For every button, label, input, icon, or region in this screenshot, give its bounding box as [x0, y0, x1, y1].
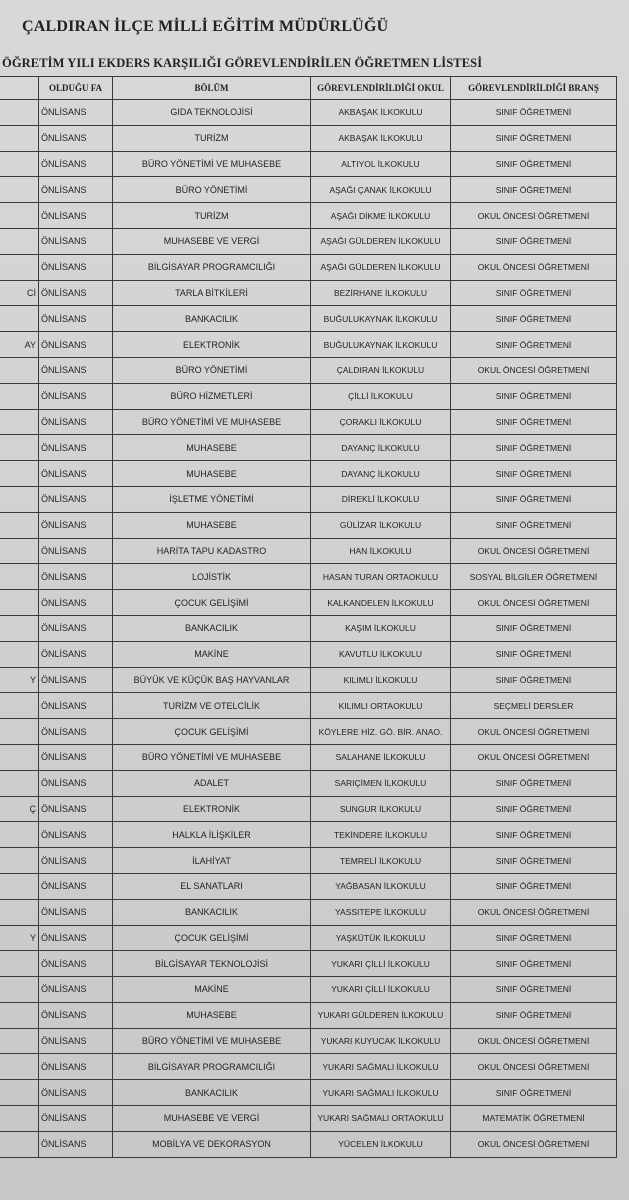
table-row [0, 951, 617, 977]
department-cell: MUHASEBE [113, 1002, 311, 1028]
cut-cell [0, 100, 39, 126]
table-row [0, 873, 617, 899]
table-row [0, 1054, 617, 1080]
cut-cell [0, 203, 39, 229]
department-cell: BÜRO YÖNETİMİ VE MUHASEBE [113, 151, 311, 177]
cut-cell [0, 693, 39, 719]
degree-cell: ÖNLİSANS [39, 228, 113, 254]
branch-cell: SINIF ÖĞRETMENİ [451, 770, 617, 796]
branch-cell: OKUL ÖNCESİ ÖĞRETMENİ [451, 1028, 617, 1054]
degree-cell: ÖNLİSANS [39, 332, 113, 358]
department-cell: İŞLETME YÖNETİMİ [113, 486, 311, 512]
degree-cell: ÖNLİSANS [39, 280, 113, 306]
cut-cell [0, 1106, 39, 1132]
cut-cell: Ç [0, 796, 39, 822]
cut-cell [0, 1080, 39, 1106]
department-cell: BİLGİSAYAR PROGRAMCILIĞI [113, 1054, 311, 1080]
table-row [0, 228, 617, 254]
table-row [0, 332, 617, 358]
degree-cell: ÖNLİSANS [39, 615, 113, 641]
department-cell: LOJİSTİK [113, 564, 311, 590]
degree-cell: ÖNLİSANS [39, 125, 113, 151]
branch-cell: OKUL ÖNCESİ ÖĞRETMENİ [451, 744, 617, 770]
branch-cell: SINIF ÖĞRETMENİ [451, 1002, 617, 1028]
table-row [0, 977, 617, 1003]
table-row [0, 357, 617, 383]
branch-cell: SOSYAL BİLGİLER ÖĞRETMENİ [451, 564, 617, 590]
degree-cell: ÖNLİSANS [39, 357, 113, 383]
branch-cell: SINIF ÖĞRETMENİ [451, 486, 617, 512]
degree-cell: ÖNLİSANS [39, 693, 113, 719]
school-cell: YAĞBASAN İLKOKULU [311, 873, 451, 899]
table-row [0, 1131, 617, 1157]
table-row [0, 667, 617, 693]
department-cell: BÜRO YÖNETİMİ [113, 177, 311, 203]
header-cut-column [0, 77, 39, 100]
department-cell: İLAHİYAT [113, 848, 311, 874]
degree-cell: ÖNLİSANS [39, 1002, 113, 1028]
cut-cell [0, 151, 39, 177]
degree-cell: ÖNLİSANS [39, 1106, 113, 1132]
cut-cell: AY [0, 332, 39, 358]
school-cell: YUKARI SAĞMALI İLKOKULU [311, 1080, 451, 1106]
branch-cell: SINIF ÖĞRETMENİ [451, 100, 617, 126]
school-cell: KILIMLI İLKOKULU [311, 667, 451, 693]
table-row [0, 1080, 617, 1106]
degree-cell: ÖNLİSANS [39, 822, 113, 848]
department-cell: ADALET [113, 770, 311, 796]
table-row [0, 848, 617, 874]
branch-cell: SINIF ÖĞRETMENİ [451, 306, 617, 332]
cut-cell [0, 409, 39, 435]
cut-cell [0, 615, 39, 641]
table-row [0, 564, 617, 590]
school-cell: DİREKLİ İLKOKULU [311, 486, 451, 512]
branch-cell: OKUL ÖNCESİ ÖĞRETMENİ [451, 203, 617, 229]
table-row [0, 383, 617, 409]
degree-cell: ÖNLİSANS [39, 641, 113, 667]
cut-cell [0, 254, 39, 280]
cut-cell [0, 228, 39, 254]
department-cell: MAKİNE [113, 977, 311, 1003]
cut-cell [0, 383, 39, 409]
branch-cell: SINIF ÖĞRETMENİ [451, 667, 617, 693]
branch-cell: SINIF ÖĞRETMENİ [451, 151, 617, 177]
school-cell: AŞAĞI GÜLDEREN İLKOKULU [311, 228, 451, 254]
table-row [0, 100, 617, 126]
header-department: BÖLÜM [113, 77, 311, 100]
department-cell: MUHASEBE [113, 512, 311, 538]
degree-cell: ÖNLİSANS [39, 151, 113, 177]
school-cell: DAYANÇ İLKOKULU [311, 461, 451, 487]
cut-cell: Y [0, 925, 39, 951]
cut-cell [0, 873, 39, 899]
degree-cell: ÖNLİSANS [39, 925, 113, 951]
degree-cell: ÖNLİSANS [39, 435, 113, 461]
document-subtitle: ÖĞRETİM YILI EKDERS KARŞILIĞI GÖREVLENDİRİLEN ÖĞRETMEN LİSTESİ [2, 56, 483, 70]
degree-cell: ÖNLİSANS [39, 564, 113, 590]
department-cell: EL SANATLARI [113, 873, 311, 899]
school-cell: KALKANDELEN İLKOKULU [311, 590, 451, 616]
cut-cell [0, 641, 39, 667]
table-row [0, 744, 617, 770]
table-row [0, 538, 617, 564]
school-cell: YUKARI ÇİLLİ İLKOKULU [311, 951, 451, 977]
table-row [0, 254, 617, 280]
table-row [0, 203, 617, 229]
table-row [0, 925, 617, 951]
degree-cell: ÖNLİSANS [39, 100, 113, 126]
branch-cell: SINIF ÖĞRETMENİ [451, 848, 617, 874]
cut-cell [0, 1131, 39, 1157]
department-cell: HALKLA İLİŞKİLER [113, 822, 311, 848]
table-header-row [0, 77, 617, 100]
degree-cell: ÖNLİSANS [39, 899, 113, 925]
department-cell: BANKACILIK [113, 306, 311, 332]
document-title: ÇALDIRAN İLÇE MİLLİ EĞİTİM MÜDÜRLÜĞÜ [22, 18, 389, 35]
branch-cell: MATEMATİK ÖĞRETMENİ [451, 1106, 617, 1132]
school-cell: YÜCELEN İLKOKULU [311, 1131, 451, 1157]
branch-cell: SINIF ÖĞRETMENİ [451, 435, 617, 461]
branch-cell: SINIF ÖĞRETMENİ [451, 822, 617, 848]
table-row [0, 719, 617, 745]
branch-cell: SINIF ÖĞRETMENİ [451, 951, 617, 977]
branch-cell: OKUL ÖNCESİ ÖĞRETMENİ [451, 590, 617, 616]
table-row [0, 280, 617, 306]
school-cell: ÇORAKLI İLKOKULU [311, 409, 451, 435]
table-row [0, 796, 617, 822]
degree-cell: ÖNLİSANS [39, 590, 113, 616]
cut-cell [0, 1002, 39, 1028]
school-cell: TEKİNDERE İLKOKULU [311, 822, 451, 848]
table-row [0, 590, 617, 616]
degree-cell: ÖNLİSANS [39, 383, 113, 409]
department-cell: BİLGİSAYAR PROGRAMCILIĞI [113, 254, 311, 280]
degree-cell: ÖNLİSANS [39, 486, 113, 512]
school-cell: BEZİRHANE İLKOKULU [311, 280, 451, 306]
school-cell: YUKARI KUYUCAK İLKOKULU [311, 1028, 451, 1054]
branch-cell: SINIF ÖĞRETMENİ [451, 332, 617, 358]
cut-cell [0, 177, 39, 203]
degree-cell: ÖNLİSANS [39, 770, 113, 796]
degree-cell: ÖNLİSANS [39, 409, 113, 435]
table-row [0, 615, 617, 641]
degree-cell: ÖNLİSANS [39, 1054, 113, 1080]
branch-cell: OKUL ÖNCESİ ÖĞRETMENİ [451, 899, 617, 925]
cut-cell [0, 461, 39, 487]
department-cell: BÜRO YÖNETİMİ [113, 357, 311, 383]
branch-cell: OKUL ÖNCESİ ÖĞRETMENİ [451, 538, 617, 564]
degree-cell: ÖNLİSANS [39, 203, 113, 229]
school-cell: YUKARI ÇİLLİ İLKOKULU [311, 977, 451, 1003]
school-cell: ALTIYOL İLKOKULU [311, 151, 451, 177]
department-cell: BANKACILIK [113, 899, 311, 925]
department-cell: HARİTA TAPU KADASTRO [113, 538, 311, 564]
cut-cell [0, 538, 39, 564]
degree-cell: ÖNLİSANS [39, 254, 113, 280]
cut-cell [0, 1054, 39, 1080]
school-cell: HAN İLKOKULU [311, 538, 451, 564]
branch-cell: OKUL ÖNCESİ ÖĞRETMENİ [451, 1054, 617, 1080]
branch-cell: SEÇMELİ DERSLER [451, 693, 617, 719]
branch-cell: OKUL ÖNCESİ ÖĞRETMENİ [451, 357, 617, 383]
branch-cell: SINIF ÖĞRETMENİ [451, 925, 617, 951]
cut-cell [0, 822, 39, 848]
department-cell: MUHASEBE VE VERGİ [113, 228, 311, 254]
degree-cell: ÖNLİSANS [39, 977, 113, 1003]
cut-cell [0, 512, 39, 538]
table-row [0, 770, 617, 796]
school-cell: AŞAĞI ÇANAK İLKOKULU [311, 177, 451, 203]
degree-cell: ÖNLİSANS [39, 177, 113, 203]
degree-cell: ÖNLİSANS [39, 744, 113, 770]
table-row [0, 1002, 617, 1028]
department-cell: BÜYÜK VE KÜÇÜK BAŞ HAYVANLAR [113, 667, 311, 693]
table-row [0, 177, 617, 203]
branch-cell: OKUL ÖNCESİ ÖĞRETMENİ [451, 719, 617, 745]
cut-cell [0, 435, 39, 461]
branch-cell: SINIF ÖĞRETMENİ [451, 228, 617, 254]
branch-cell: SINIF ÖĞRETMENİ [451, 125, 617, 151]
degree-cell: ÖNLİSANS [39, 873, 113, 899]
department-cell: ÇOCUK GELİŞİMİ [113, 719, 311, 745]
department-cell: TURİZM [113, 125, 311, 151]
school-cell: BUĞULUKAYNAK İLKOKULU [311, 306, 451, 332]
school-cell: YASSITEPE İLKOKULU [311, 899, 451, 925]
cut-cell [0, 899, 39, 925]
school-cell: KAŞIM İLKOKULU [311, 615, 451, 641]
degree-cell: ÖNLİSANS [39, 512, 113, 538]
table-row [0, 1106, 617, 1132]
cut-cell: Cİ [0, 280, 39, 306]
department-cell: MUHASEBE [113, 461, 311, 487]
school-cell: YUKARI SAĞMALI İLKOKULU [311, 1054, 451, 1080]
department-cell: ÇOCUK GELİŞİMİ [113, 925, 311, 951]
table-row [0, 822, 617, 848]
degree-cell: ÖNLİSANS [39, 1028, 113, 1054]
school-cell: GÜLİZAR İLKOKULU [311, 512, 451, 538]
branch-cell: OKUL ÖNCESİ ÖĞRETMENİ [451, 1131, 617, 1157]
branch-cell: SINIF ÖĞRETMENİ [451, 873, 617, 899]
department-cell: TARLA BİTKİLERİ [113, 280, 311, 306]
department-cell: ELEKTRONİK [113, 796, 311, 822]
department-cell: ÇOCUK GELİŞİMİ [113, 590, 311, 616]
school-cell: TEMRELİ İLKOKULU [311, 848, 451, 874]
school-cell: DAYANÇ İLKOKULU [311, 435, 451, 461]
school-cell: YAŞKÜTÜK İLKOKULU [311, 925, 451, 951]
degree-cell: ÖNLİSANS [39, 1080, 113, 1106]
table-row [0, 151, 617, 177]
branch-cell: SINIF ÖĞRETMENİ [451, 641, 617, 667]
branch-cell: OKUL ÖNCESİ ÖĞRETMENİ [451, 254, 617, 280]
branch-cell: SINIF ÖĞRETMENİ [451, 512, 617, 538]
school-cell: AŞAĞI GÜLDEREN İLKOKULU [311, 254, 451, 280]
school-cell: KILIMLI ORTAOKULU [311, 693, 451, 719]
school-cell: KÖYLERE HİZ. GÖ. BİR. ANAO. [311, 719, 451, 745]
cut-cell [0, 125, 39, 151]
branch-cell: SINIF ÖĞRETMENİ [451, 796, 617, 822]
school-cell: SALAHANE İLKOKULU [311, 744, 451, 770]
branch-cell: SINIF ÖĞRETMENİ [451, 280, 617, 306]
table-row [0, 512, 617, 538]
degree-cell: ÖNLİSANS [39, 538, 113, 564]
department-cell: BANKACILIK [113, 615, 311, 641]
degree-cell: ÖNLİSANS [39, 667, 113, 693]
cut-cell [0, 719, 39, 745]
header-assigned-branch: GÖREVLENDİRİLDİĞİ BRANŞ [451, 77, 617, 100]
department-cell: BÜRO YÖNETİMİ VE MUHASEBE [113, 744, 311, 770]
table-row [0, 486, 617, 512]
department-cell: BÜRO YÖNETİMİ VE MUHASEBE [113, 1028, 311, 1054]
cut-cell: Y [0, 667, 39, 693]
table-row [0, 641, 617, 667]
teacher-assignment-table [0, 76, 617, 1158]
school-cell: AŞAĞI DİKME İLKOKULU [311, 203, 451, 229]
department-cell: MUHASEBE [113, 435, 311, 461]
table-row [0, 435, 617, 461]
cut-cell [0, 357, 39, 383]
cut-cell [0, 564, 39, 590]
department-cell: MAKİNE [113, 641, 311, 667]
school-cell: YUKARI SAĞMALI ORTAOKULU [311, 1106, 451, 1132]
department-cell: BANKACILIK [113, 1080, 311, 1106]
cut-cell [0, 590, 39, 616]
degree-cell: ÖNLİSANS [39, 719, 113, 745]
table-row [0, 1028, 617, 1054]
department-cell: TURİZM VE OTELCİLİK [113, 693, 311, 719]
branch-cell: SINIF ÖĞRETMENİ [451, 383, 617, 409]
header-assigned-school: GÖREVLENDİRİLDİĞİ OKUL [311, 77, 451, 100]
degree-cell: ÖNLİSANS [39, 796, 113, 822]
school-cell: HASAN TURAN ORTAOKULU [311, 564, 451, 590]
cut-cell [0, 1028, 39, 1054]
table-row [0, 409, 617, 435]
cut-cell [0, 951, 39, 977]
degree-cell: ÖNLİSANS [39, 306, 113, 332]
table-body [0, 100, 617, 1158]
table-row [0, 461, 617, 487]
cut-cell [0, 977, 39, 1003]
school-cell: AKBAŞAK İLKOKULU [311, 125, 451, 151]
header-degree: OLDUĞU FA [39, 77, 113, 100]
school-cell: SUNGUR İLKOKULU [311, 796, 451, 822]
degree-cell: ÖNLİSANS [39, 1131, 113, 1157]
degree-cell: ÖNLİSANS [39, 461, 113, 487]
school-cell: KAVUTLU İLKOKULU [311, 641, 451, 667]
school-cell: AKBAŞAK İLKOKULU [311, 100, 451, 126]
department-cell: MOBİLYA VE DEKORASYON [113, 1131, 311, 1157]
school-cell: ÇİLLİ İLKOKULU [311, 383, 451, 409]
department-cell: BİLGİSAYAR TEKNOLOJİSİ [113, 951, 311, 977]
department-cell: BÜRO HİZMETLERİ [113, 383, 311, 409]
cut-cell [0, 770, 39, 796]
branch-cell: SINIF ÖĞRETMENİ [451, 409, 617, 435]
cut-cell [0, 306, 39, 332]
department-cell: TURİZM [113, 203, 311, 229]
department-cell: ELEKTRONİK [113, 332, 311, 358]
school-cell: ÇALDIRAN İLKOKULU [311, 357, 451, 383]
branch-cell: SINIF ÖĞRETMENİ [451, 461, 617, 487]
school-cell: SARIÇİMEN İLKOKULU [311, 770, 451, 796]
cut-cell [0, 486, 39, 512]
degree-cell: ÖNLİSANS [39, 951, 113, 977]
cut-cell [0, 848, 39, 874]
table-row [0, 125, 617, 151]
branch-cell: SINIF ÖĞRETMENİ [451, 177, 617, 203]
branch-cell: SINIF ÖĞRETMENİ [451, 977, 617, 1003]
table-row [0, 306, 617, 332]
department-cell: GIDA TEKNOLOJİSİ [113, 100, 311, 126]
degree-cell: ÖNLİSANS [39, 848, 113, 874]
department-cell: MUHASEBE VE VERGİ [113, 1106, 311, 1132]
school-cell: YUKARI GÜLDEREN İLKOKULU [311, 1002, 451, 1028]
branch-cell: SINIF ÖĞRETMENİ [451, 615, 617, 641]
department-cell: BÜRO YÖNETİMİ VE MUHASEBE [113, 409, 311, 435]
table-row [0, 693, 617, 719]
school-cell: BUĞULUKAYNAK İLKOKULU [311, 332, 451, 358]
table-row [0, 899, 617, 925]
cut-cell [0, 744, 39, 770]
branch-cell: SINIF ÖĞRETMENİ [451, 1080, 617, 1106]
